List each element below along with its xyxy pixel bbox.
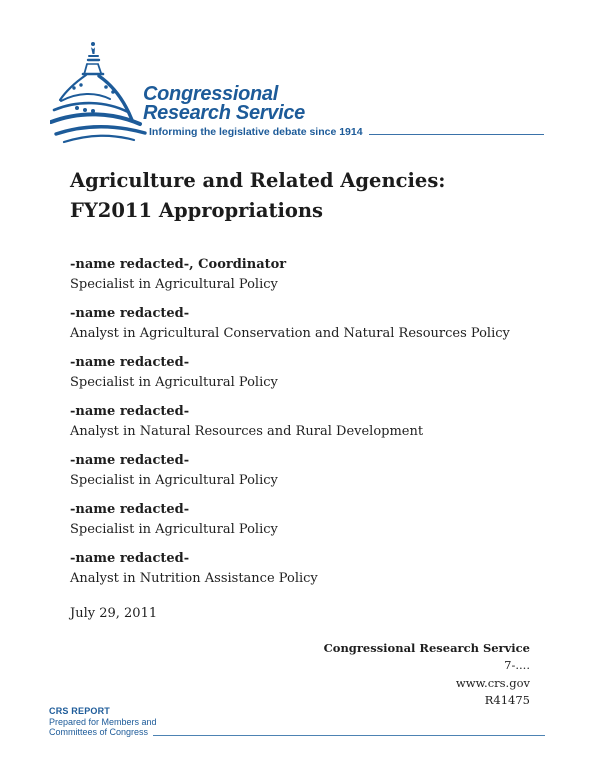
author-role: Specialist in Agricultural Policy (70, 521, 278, 537)
footer-right (324, 640, 530, 709)
author-list (70, 255, 550, 624)
crs-logo (48, 38, 548, 148)
author-role: Analyst in Agricultural Conservation and Natural Resources Policy (70, 325, 510, 341)
footer-left (49, 706, 545, 738)
author-name: -name redacted- (70, 306, 190, 321)
report-title-line1: Agriculture and Related Agencies: (70, 169, 446, 192)
author-role: Analyst in Nutrition Assistance Policy (70, 570, 318, 586)
author-role: Specialist in Agricultural Policy (70, 374, 278, 390)
logo-org-line1: Congressional (143, 83, 279, 105)
author-role: Specialist in Agricultural Policy (70, 276, 278, 292)
footer-report-number: R41475 (484, 692, 530, 707)
report-title-line2: FY2011 Appropriations (70, 199, 324, 222)
capitol-dome-icon (50, 40, 148, 146)
author-name: -name redacted- (70, 453, 190, 468)
footer-website: www.crs.gov (455, 675, 530, 690)
author-entry (70, 500, 550, 539)
author-entry (70, 255, 550, 294)
author-name: -name redacted- (70, 355, 190, 370)
author-entry (70, 451, 550, 490)
footer-crs-report-label: CRS REPORT (49, 706, 111, 716)
footer-prepared-line: Prepared for Members and (49, 716, 157, 727)
author-role: Analyst in Natural Resources and Rural Development (70, 423, 424, 439)
author-name: -name redacted- (70, 404, 190, 419)
footer-rule (153, 735, 545, 736)
author-role: Specialist in Agricultural Policy (70, 472, 278, 488)
footer-phone: 7-.... (504, 658, 530, 673)
publication-date: July 29, 2011 (70, 606, 158, 621)
author-entry (70, 353, 550, 392)
author-name: -name redacted-, Coordinator (70, 257, 287, 272)
author-name: -name redacted- (70, 551, 190, 566)
footer-committees-line: Committees of Congress (49, 727, 149, 737)
logo-wordmark (143, 85, 305, 122)
logo-org-line2: Research Service (143, 101, 305, 124)
author-name: -name redacted- (70, 502, 190, 517)
report-title (70, 166, 540, 226)
author-entry (70, 549, 550, 588)
author-entry (70, 304, 550, 343)
author-entry (70, 402, 550, 441)
header-rule (369, 134, 544, 135)
logo-tagline: Informing the legislative debate since 1914 (149, 126, 363, 138)
footer-org: Congressional Research Service (323, 641, 530, 655)
